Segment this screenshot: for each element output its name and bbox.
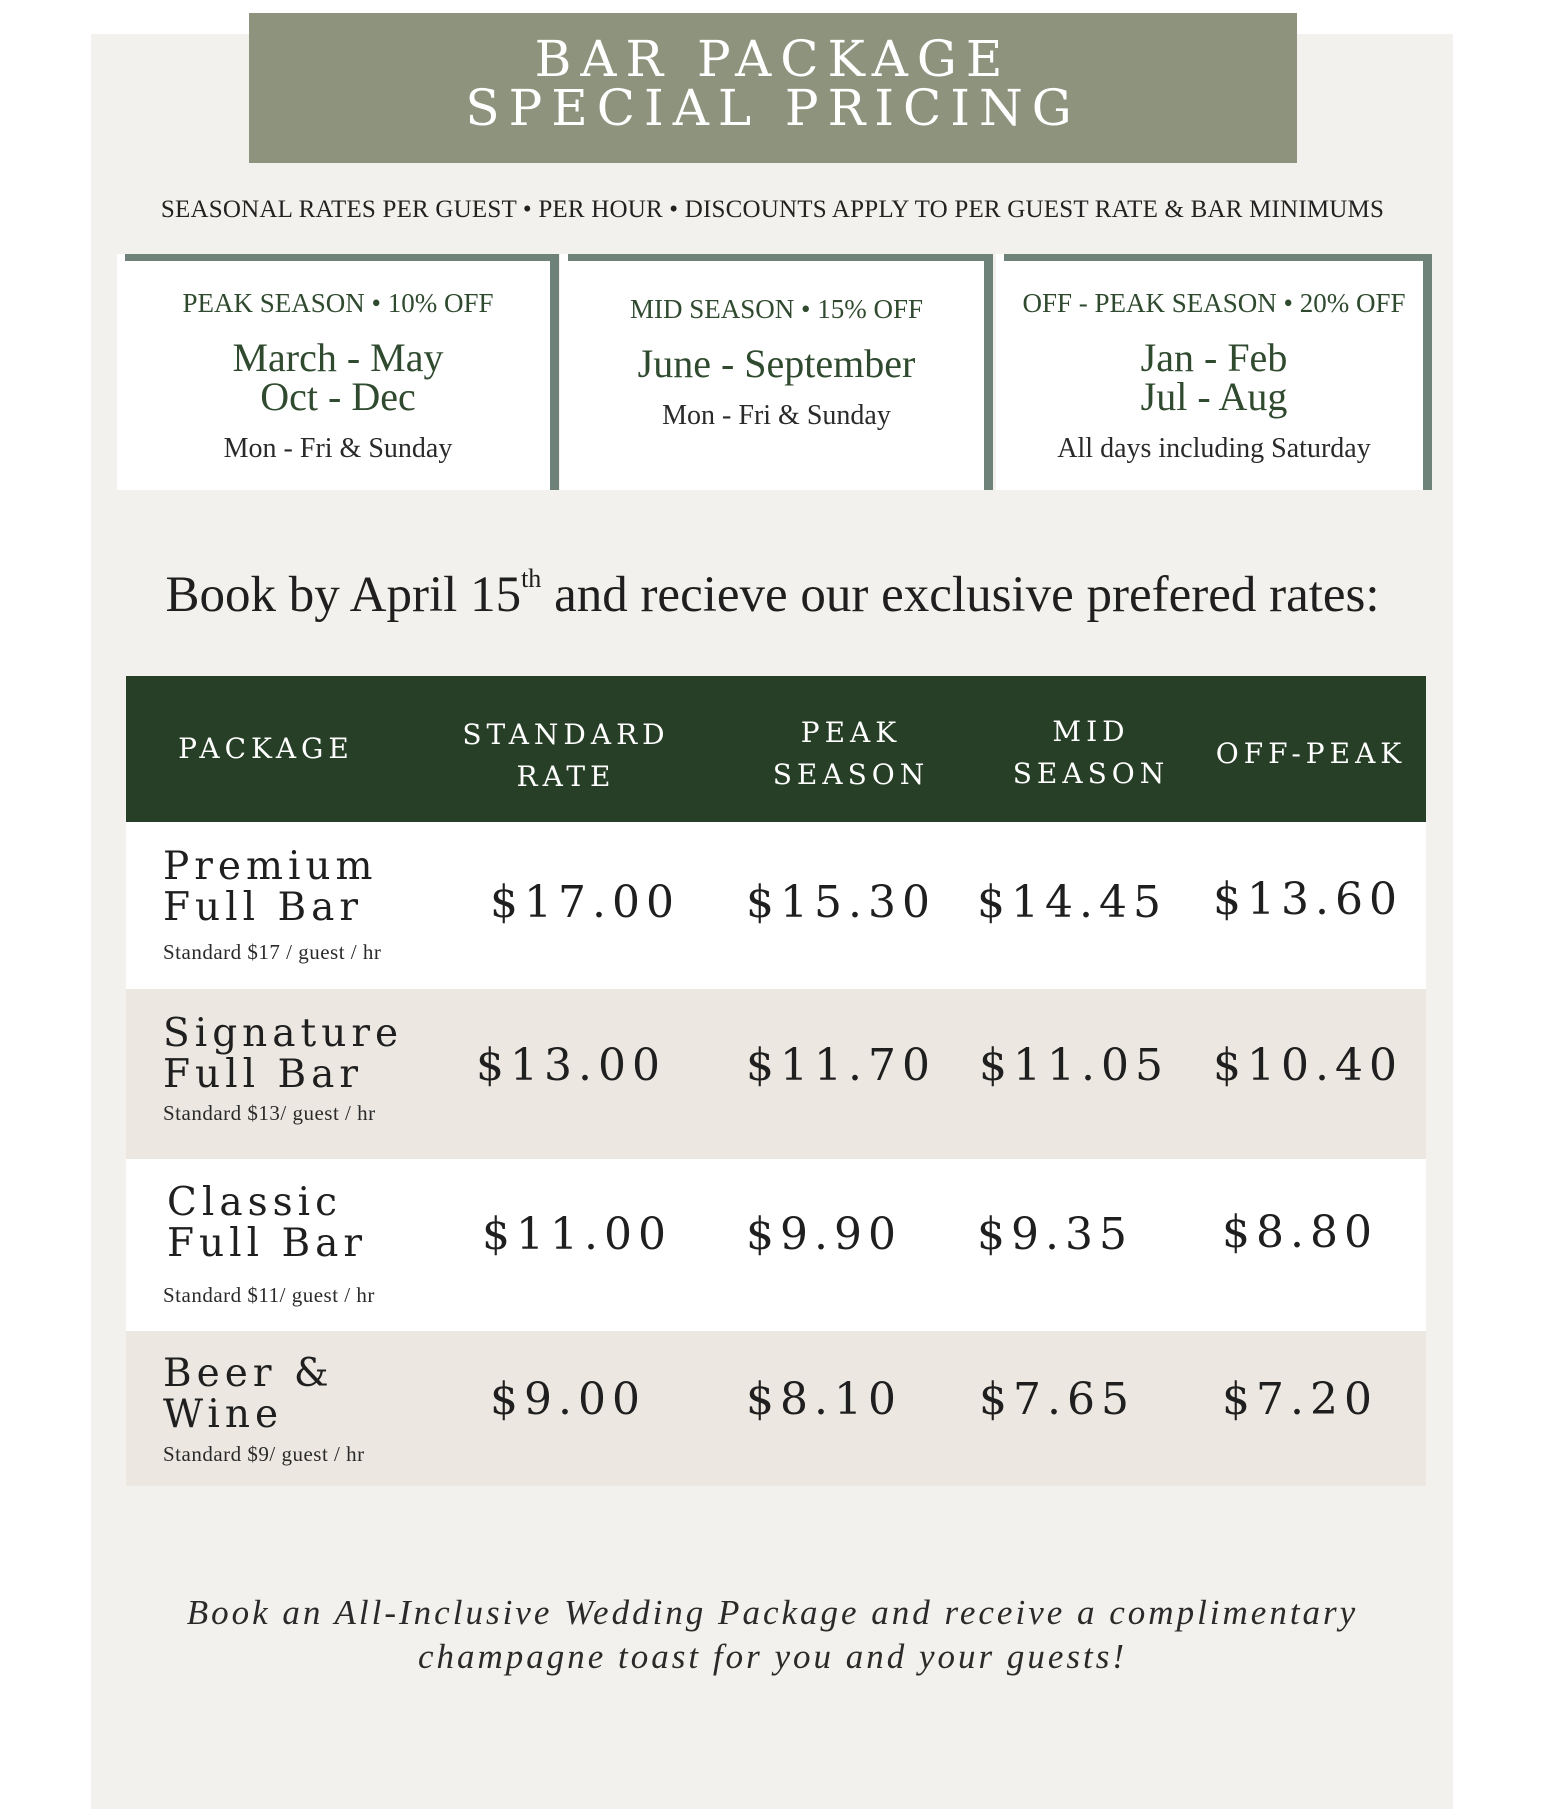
season-range-1: March - May: [232, 335, 444, 380]
price-mid: $9.35: [977, 1209, 1133, 1260]
package-name: [163, 846, 378, 928]
title-line-2: SPECIAL PRICING: [465, 79, 1081, 137]
price-off-peak: $8.80: [1222, 1207, 1378, 1258]
season-range-2: Oct - Dec: [260, 374, 416, 419]
book-by-heading: [0, 566, 1545, 624]
season-range-1: June - September: [637, 341, 916, 386]
footer-note: [0, 1591, 1545, 1679]
package-name-line: Beer &: [163, 1351, 334, 1396]
price-mid: $14.45: [977, 877, 1167, 928]
footer-line-1: Book an All-Inclusive Wedding Package and receive a complimentary: [186, 1593, 1359, 1632]
card-border-top: [125, 254, 559, 261]
price-mid: $11.05: [979, 1040, 1169, 1091]
price-peak: $8.10: [746, 1374, 902, 1425]
price-standard: $17.00: [490, 877, 680, 928]
header-label: MID: [1052, 715, 1130, 748]
package-name-line: Full Bar: [163, 885, 364, 930]
price-mid: $7.65: [979, 1374, 1135, 1425]
book-sup: th: [521, 564, 542, 593]
header-label: OFF-PEAK: [1215, 737, 1407, 770]
price-standard: $9.00: [490, 1374, 646, 1425]
package-name: [163, 1013, 403, 1095]
season-label: PEAK SEASON • 10% OFF: [182, 288, 494, 318]
header-label: STANDARD: [462, 718, 670, 751]
table-row: [126, 1331, 1426, 1486]
standard-note: Standard $13/ guest / hr: [163, 1101, 376, 1125]
standard-note: Standard $11/ guest / hr: [163, 1283, 375, 1307]
price-peak: $15.30: [746, 877, 936, 928]
package-name: [167, 1182, 367, 1264]
package-name-line: Full Bar: [163, 1052, 364, 1097]
season-days: All days including Saturday: [1057, 433, 1371, 464]
package-name: [163, 1353, 334, 1435]
season-range-1: Jan - Feb: [1140, 335, 1288, 380]
price-peak: $11.70: [746, 1040, 936, 1091]
subtitle: SEASONAL RATES PER GUEST • PER HOUR • DISCOUNTS APPLY TO PER GUEST RATE & BAR MINIMUMS: [160, 196, 1385, 223]
header-label: SEASON: [772, 758, 930, 791]
table-header: [126, 676, 1426, 822]
title-line-1: BAR PACKAGE: [534, 30, 1012, 88]
header-label: SEASON: [1012, 757, 1170, 790]
package-name-line: Signature: [163, 1011, 404, 1056]
price-peak: $9.90: [746, 1209, 902, 1260]
price-off-peak: $10.40: [1213, 1040, 1403, 1091]
standard-note: Standard $9/ guest / hr: [163, 1442, 365, 1466]
table-row: [126, 989, 1426, 1159]
title-banner: [249, 13, 1297, 163]
price-off-peak: $13.60: [1213, 874, 1403, 925]
season-days: Mon - Fri & Sunday: [662, 400, 891, 431]
season-label: MID SEASON • 15% OFF: [630, 294, 923, 324]
book-pre: Book by April 15: [165, 567, 522, 623]
header-standard: [416, 714, 716, 798]
table-row: [126, 1159, 1426, 1331]
season-range-2: Jul - Aug: [1140, 374, 1288, 419]
season-card-peak: [117, 254, 559, 490]
package-name-line: Premium: [163, 844, 378, 889]
header-off-peak: [1196, 733, 1426, 775]
card-border-top: [568, 254, 993, 261]
season-card-mid: [560, 254, 993, 490]
price-standard: $11.00: [482, 1209, 672, 1260]
season-days: Mon - Fri & Sunday: [223, 433, 453, 464]
header-label: PACKAGE: [178, 732, 354, 765]
header-label: PEAK: [800, 716, 902, 749]
package-name-line: Full Bar: [167, 1221, 368, 1266]
header-label: RATE: [516, 760, 616, 793]
table-row: [126, 822, 1426, 989]
season-label: OFF - PEAK SEASON • 20% OFF: [1022, 288, 1406, 318]
header-mid: [966, 711, 1216, 795]
footer-line-2: champagne toast for you and your guests!: [417, 1637, 1128, 1676]
header-peak: [726, 712, 976, 796]
card-border-top: [1004, 254, 1432, 261]
header-package: [126, 728, 406, 770]
price-standard: $13.00: [476, 1040, 666, 1091]
package-name-line: Classic: [167, 1180, 342, 1225]
standard-note: Standard $17 / guest / hr: [163, 940, 382, 964]
season-card-off-peak: [996, 254, 1432, 490]
book-post: and recieve our exclusive prefered rates:: [541, 567, 1380, 623]
price-off-peak: $7.20: [1222, 1374, 1378, 1425]
package-name-line: Wine: [163, 1392, 284, 1437]
